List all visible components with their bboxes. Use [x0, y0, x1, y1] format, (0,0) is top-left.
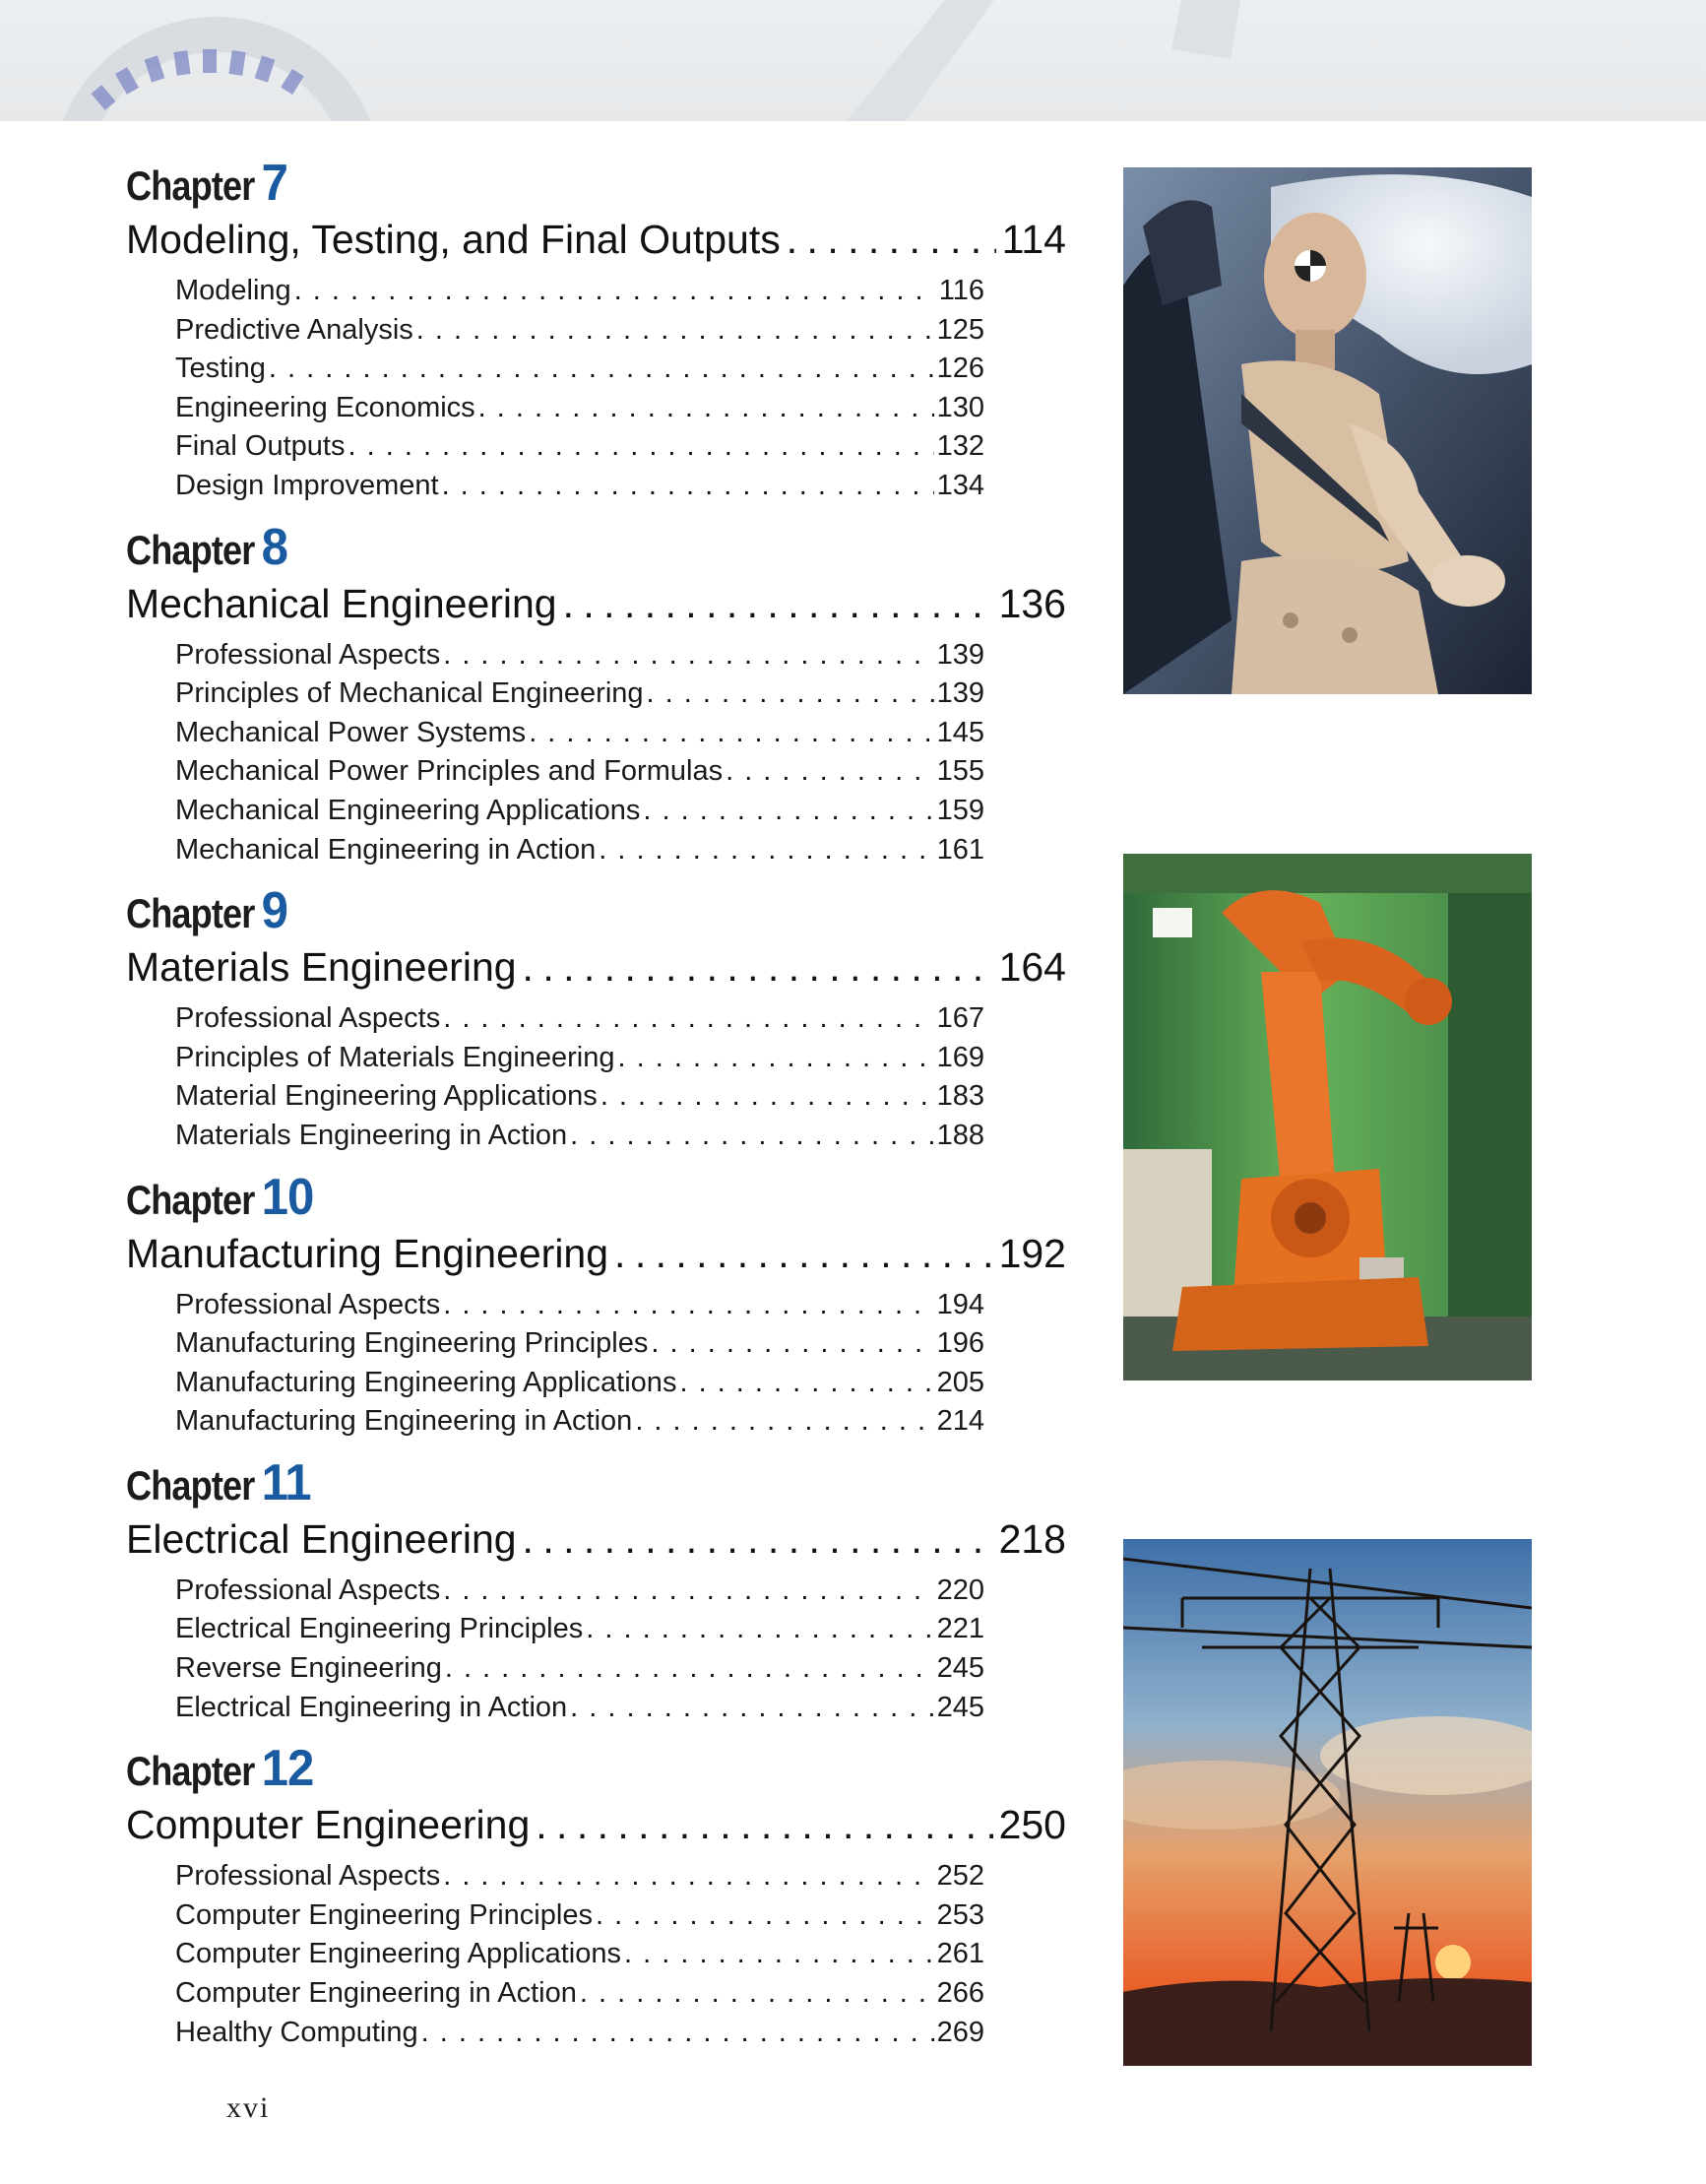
chapter-entry — [126, 882, 1071, 1155]
chapter-word: Chapter — [126, 1748, 255, 1795]
section-entry[interactable] — [175, 1896, 984, 1936]
table-of-contents — [126, 155, 1071, 2068]
section-page-number: 130 — [936, 391, 984, 423]
section-entry[interactable] — [175, 1974, 984, 2014]
chapter-label — [126, 882, 939, 940]
section-title: Professional Aspects — [175, 638, 441, 671]
chapter-title-row[interactable] — [126, 1227, 1066, 1280]
dot-leader — [618, 1039, 934, 1078]
section-title: Mechanical Engineering in Action — [175, 833, 597, 866]
section-entry[interactable] — [175, 467, 984, 506]
section-list — [175, 1572, 984, 1727]
section-title: Material Engineering Applications — [175, 1080, 598, 1113]
section-title: Mechanical Power Principles and Formulas — [175, 755, 724, 788]
section-page-number: 266 — [936, 1977, 984, 2010]
chapter-word: Chapter — [126, 162, 255, 209]
chapter-page-number: 114 — [1001, 217, 1066, 262]
section-entry[interactable] — [175, 350, 984, 389]
section-entry[interactable] — [175, 427, 984, 467]
section-entry[interactable] — [175, 1286, 984, 1325]
section-title: Computer Engineering Applications — [175, 1938, 621, 1970]
section-page-number: 221 — [936, 1613, 984, 1645]
section-page-number: 245 — [936, 1691, 984, 1723]
section-title: Modeling — [175, 275, 291, 306]
chapter-word: Chapter — [126, 1176, 255, 1223]
section-entry[interactable] — [175, 714, 984, 753]
section-entry[interactable] — [175, 1364, 984, 1403]
section-title: Design Improvement — [175, 469, 439, 501]
section-title: Mechanical Engineering Applications — [175, 794, 641, 826]
chapter-page-number: 192 — [998, 1230, 1066, 1276]
section-title: Electrical Engineering Principles — [175, 1613, 584, 1645]
dot-leader — [563, 577, 993, 630]
section-page-number: 214 — [936, 1405, 984, 1438]
section-entry[interactable] — [175, 674, 984, 714]
section-entry[interactable] — [175, 752, 984, 792]
section-page-number: 159 — [936, 794, 984, 826]
dot-leader — [624, 1935, 934, 1974]
section-title: Professional Aspects — [175, 1574, 441, 1606]
dot-leader — [599, 831, 933, 870]
chapter-page-number: 218 — [998, 1515, 1066, 1562]
section-title: Manufacturing Engineering Applications — [175, 1366, 677, 1398]
section-entry[interactable] — [175, 1572, 984, 1611]
dot-leader — [523, 940, 993, 994]
dot-leader — [570, 1117, 933, 1156]
chapter-number: 8 — [261, 518, 287, 576]
dot-leader — [726, 752, 934, 792]
chapter-entry — [126, 1740, 1071, 2052]
chapter-number: 12 — [261, 1740, 314, 1798]
section-page-number: 194 — [936, 1288, 984, 1320]
chapter-title-row[interactable] — [126, 577, 1066, 630]
chapter-entry — [126, 1453, 1071, 1727]
chapter-entry — [126, 1168, 1071, 1442]
chapter-title-row[interactable] — [126, 1512, 1066, 1566]
section-page-number: 125 — [936, 313, 984, 346]
dot-leader — [348, 427, 933, 467]
chapter-label — [126, 155, 939, 212]
section-entry[interactable] — [175, 792, 984, 831]
dot-leader — [614, 1227, 993, 1280]
dot-leader — [443, 999, 933, 1039]
dot-leader — [443, 1572, 933, 1611]
section-entry[interactable] — [175, 311, 984, 351]
industrial-robot-arm-photo — [1123, 854, 1532, 1381]
page-number: xvi — [226, 2091, 271, 2124]
section-page-number: 155 — [936, 755, 984, 788]
section-page-number: 139 — [936, 677, 984, 710]
dot-leader — [580, 1974, 934, 2014]
section-entry[interactable] — [175, 1610, 984, 1649]
dot-leader — [442, 467, 934, 506]
dot-leader — [523, 1512, 993, 1566]
section-page-number: 145 — [936, 716, 984, 748]
chapter-label — [126, 518, 939, 576]
section-entry[interactable] — [175, 272, 984, 311]
section-page-number: 139 — [936, 638, 984, 671]
dot-leader — [478, 389, 934, 428]
section-page-number: 161 — [936, 833, 984, 866]
dot-leader — [679, 1364, 933, 1403]
section-page-number: 252 — [936, 1860, 984, 1893]
section-page-number: 245 — [936, 1652, 984, 1685]
dot-leader — [586, 1610, 933, 1649]
dot-leader — [443, 636, 933, 675]
section-page-number: 169 — [936, 1041, 984, 1073]
chapter-page-number: 136 — [998, 580, 1066, 626]
section-entry[interactable] — [175, 1857, 984, 1896]
chapter-title: Computer Engineering — [126, 1802, 531, 1848]
dot-leader — [416, 311, 934, 351]
chapter-entry — [126, 155, 1071, 506]
dot-leader — [269, 350, 934, 389]
section-title: Healthy Computing — [175, 2016, 418, 2048]
section-entry[interactable] — [175, 2014, 984, 2053]
section-entry[interactable] — [175, 1077, 984, 1117]
section-page-number: 253 — [936, 1898, 984, 1931]
section-title: Computer Engineering Principles — [175, 1898, 593, 1931]
dot-leader — [643, 792, 933, 831]
section-entry[interactable] — [175, 1649, 984, 1689]
section-page-number: 269 — [936, 2016, 984, 2048]
dot-leader — [445, 1649, 934, 1689]
section-title: Materials Engineering in Action — [175, 1119, 568, 1151]
chapter-title: Mechanical Engineering — [126, 580, 557, 626]
chapter-word: Chapter — [126, 890, 255, 937]
chapter-number: 11 — [261, 1453, 311, 1511]
section-title: Principles of Mechanical Engineering — [175, 677, 644, 710]
section-title: Engineering Economics — [175, 391, 475, 423]
section-entry[interactable] — [175, 1689, 984, 1728]
chapter-title: Manufacturing Engineering — [126, 1230, 609, 1276]
dot-leader — [600, 1077, 934, 1117]
section-page-number: 205 — [936, 1366, 984, 1398]
section-list — [175, 1286, 984, 1442]
section-entry[interactable] — [175, 1935, 984, 1974]
section-title: Manufacturing Engineering Principles — [175, 1327, 649, 1360]
dot-leader — [443, 1286, 933, 1325]
section-page-number: 167 — [936, 1002, 984, 1035]
section-entry[interactable] — [175, 389, 984, 428]
section-entry[interactable] — [175, 1324, 984, 1364]
dot-leader — [570, 1689, 933, 1728]
dot-leader — [651, 1324, 933, 1364]
chapter-title-row[interactable] — [126, 940, 1066, 994]
chapter-word: Chapter — [126, 1461, 255, 1509]
section-title: Manufacturing Engineering in Action — [175, 1405, 633, 1438]
chapter-number: 10 — [261, 1168, 314, 1226]
chapter-label — [126, 1740, 939, 1798]
chapter-number: 9 — [261, 882, 287, 940]
section-list — [175, 636, 984, 870]
section-title: Electrical Engineering in Action — [175, 1691, 568, 1723]
section-title: Testing — [175, 353, 266, 385]
chapter-title-row[interactable] — [126, 1798, 1066, 1851]
chapter-page-number: 250 — [998, 1802, 1066, 1848]
section-entry[interactable] — [175, 999, 984, 1039]
chapter-title: Modeling, Testing, and Final Outputs — [126, 217, 781, 262]
section-page-number: 196 — [936, 1327, 984, 1360]
section-list — [175, 272, 984, 506]
section-entry[interactable] — [175, 1039, 984, 1078]
gear-decoration-icon — [0, 0, 1706, 121]
section-title: Final Outputs — [175, 430, 346, 463]
power-transmission-tower-photo — [1123, 1539, 1532, 2066]
dot-leader — [443, 1857, 933, 1896]
chapter-label — [126, 1453, 939, 1511]
dot-leader — [647, 674, 934, 714]
dot-leader — [421, 2014, 934, 2053]
section-list — [175, 1857, 984, 2052]
section-page-number: 126 — [936, 353, 984, 385]
chapter-title: Materials Engineering — [126, 944, 517, 991]
section-title: Professional Aspects — [175, 1288, 441, 1320]
dot-leader — [787, 213, 996, 266]
section-title: Principles of Materials Engineering — [175, 1041, 615, 1073]
section-page-number: 183 — [936, 1080, 984, 1113]
section-page-number: 220 — [936, 1574, 984, 1606]
chapter-label — [126, 1168, 939, 1226]
chapter-word: Chapter — [126, 526, 255, 573]
section-page-number: 188 — [936, 1119, 984, 1151]
section-title: Predictive Analysis — [175, 313, 413, 346]
section-entry[interactable] — [175, 636, 984, 675]
section-entry[interactable] — [175, 831, 984, 870]
section-title: Professional Aspects — [175, 1002, 441, 1035]
section-title: Mechanical Power Systems — [175, 716, 527, 748]
section-page-number: 261 — [936, 1938, 984, 1970]
chapter-number: 7 — [261, 155, 287, 212]
dot-leader — [596, 1896, 934, 1936]
chapter-entry — [126, 518, 1071, 870]
section-title: Professional Aspects — [175, 1860, 441, 1893]
section-title: Reverse Engineering — [175, 1652, 442, 1685]
section-entry[interactable] — [175, 1402, 984, 1442]
section-page-number: 134 — [936, 469, 984, 501]
chapter-title-row[interactable] — [126, 213, 1066, 266]
section-entry[interactable] — [175, 1117, 984, 1156]
dot-leader — [536, 1798, 992, 1851]
section-list — [175, 999, 984, 1155]
section-title: Computer Engineering in Action — [175, 1977, 577, 2010]
dot-leader — [635, 1402, 933, 1442]
section-page-number: 132 — [936, 430, 984, 463]
chapter-title: Electrical Engineering — [126, 1515, 517, 1562]
section-page-number: 116 — [938, 275, 984, 306]
chapter-page-number: 164 — [998, 944, 1066, 991]
dot-leader — [294, 272, 936, 311]
crash-test-dummy-photo — [1123, 167, 1532, 694]
header-band — [0, 0, 1706, 121]
dot-leader — [529, 714, 933, 753]
